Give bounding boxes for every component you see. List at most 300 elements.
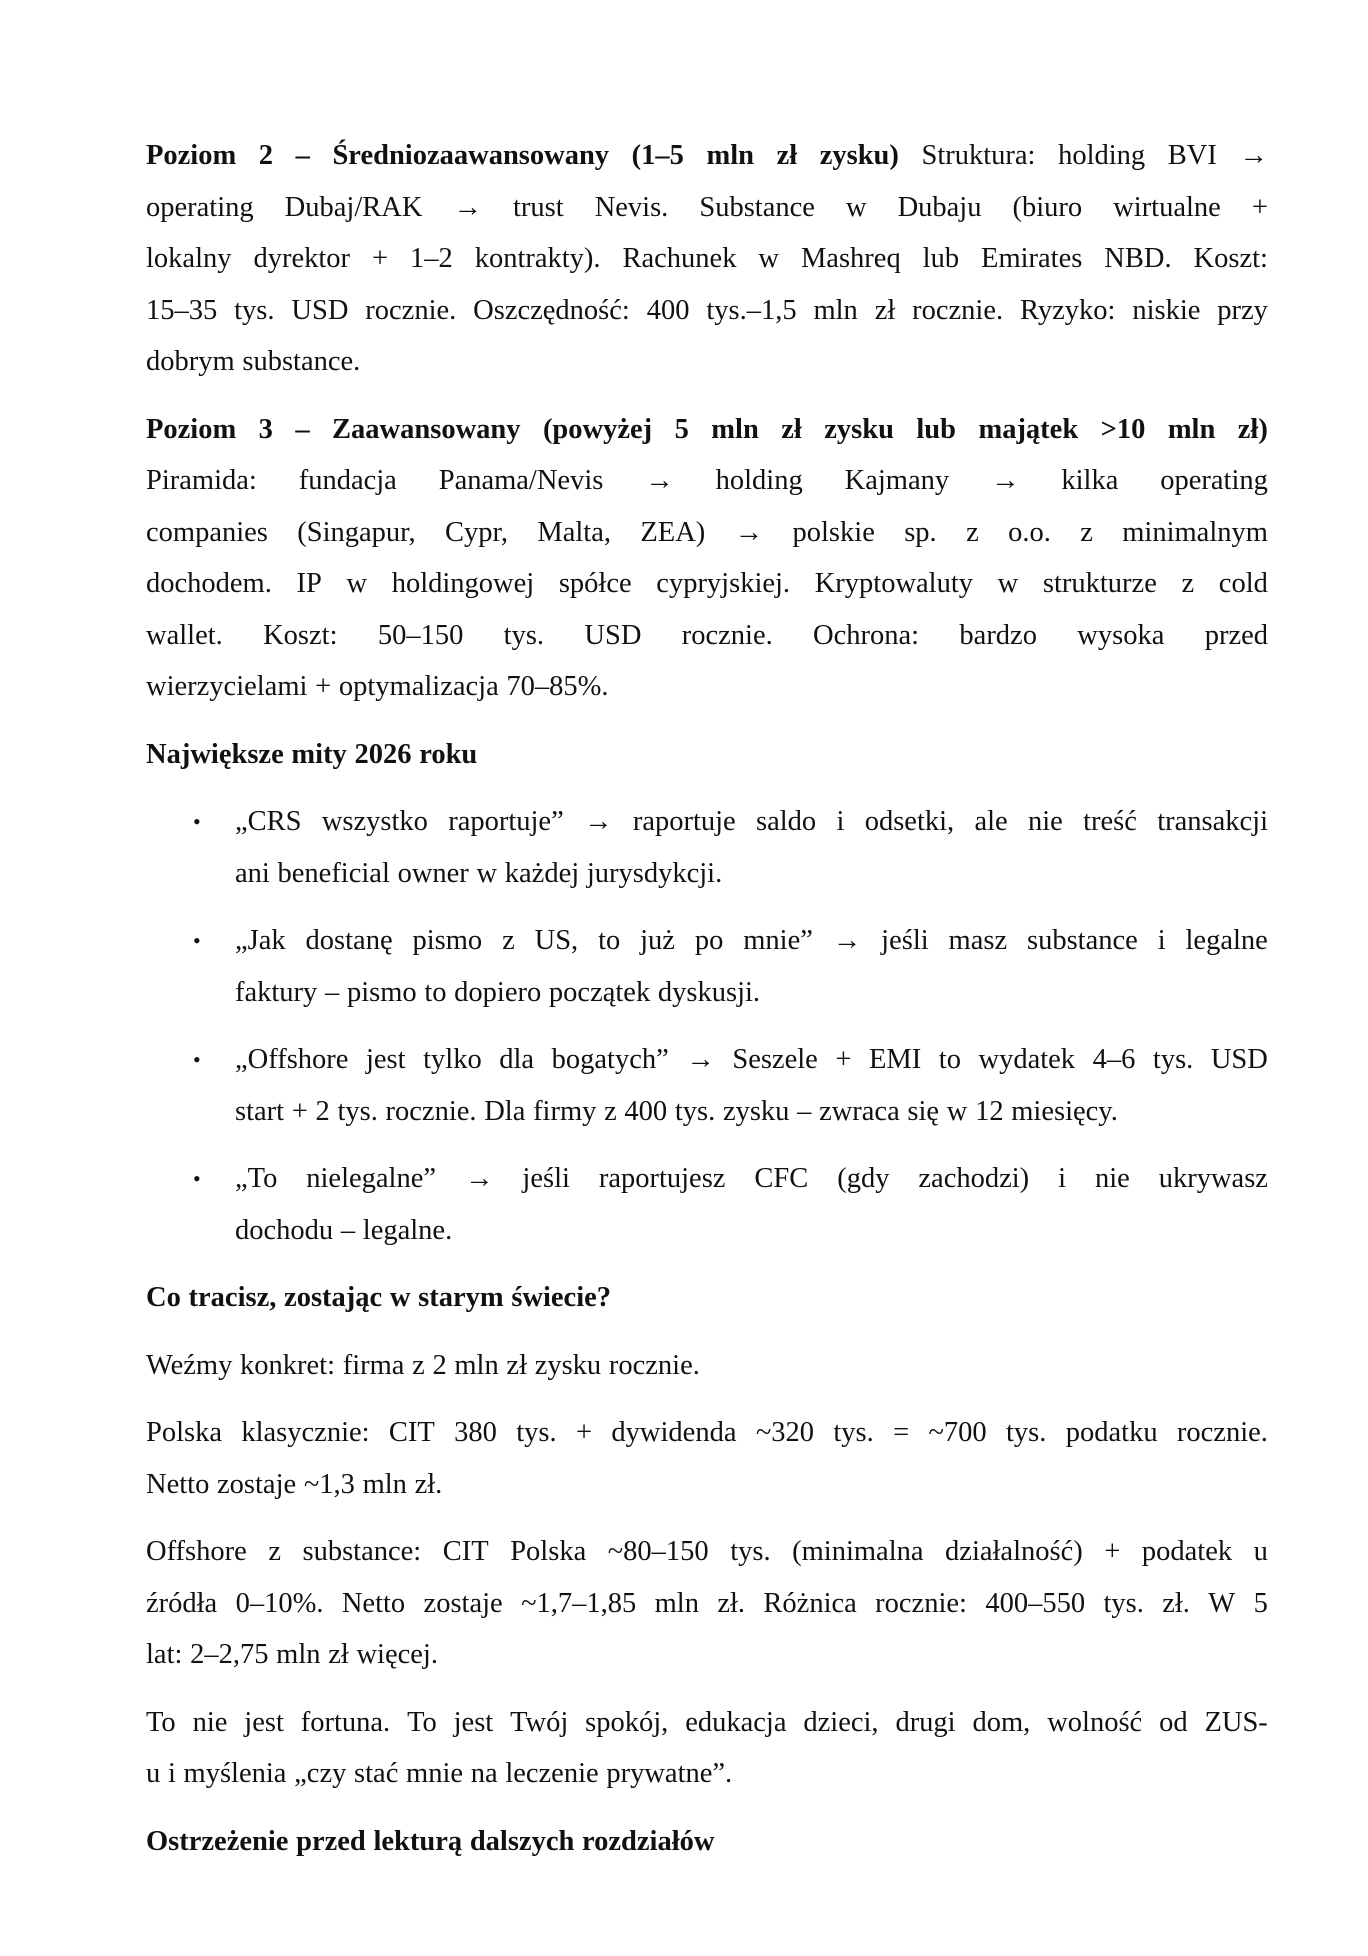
word: 15–35 bbox=[146, 294, 218, 326]
word: podatek bbox=[1141, 1536, 1233, 1567]
word: Netto bbox=[146, 1468, 210, 1500]
word: tys. bbox=[1103, 1587, 1144, 1619]
word: dalszych bbox=[469, 1825, 575, 1857]
word: początek bbox=[548, 976, 651, 1008]
word: holdingowej bbox=[391, 568, 535, 599]
word: → bbox=[990, 465, 1020, 496]
word: z bbox=[966, 516, 979, 548]
word: z bbox=[1181, 568, 1195, 599]
word: spółce bbox=[558, 568, 632, 599]
word: niskie bbox=[1132, 294, 1201, 326]
word: Koszt: bbox=[1193, 243, 1268, 274]
word: bardzo bbox=[959, 619, 1037, 651]
text-line bbox=[146, 610, 1268, 662]
word: bogatych” bbox=[551, 1044, 669, 1075]
word: spokój, bbox=[585, 1706, 669, 1738]
word: kilka bbox=[1061, 465, 1119, 496]
word: saldo bbox=[756, 806, 817, 837]
word: Mashreq bbox=[800, 243, 901, 274]
word: „CRS bbox=[235, 806, 302, 837]
word: ukrywasz bbox=[1158, 1163, 1268, 1194]
word: – bbox=[340, 1214, 356, 1246]
word: Oszczędność: bbox=[473, 294, 630, 326]
word: Cypr, bbox=[445, 516, 509, 548]
word: stać bbox=[354, 1758, 399, 1789]
word: dobrym bbox=[146, 346, 235, 377]
word: w bbox=[845, 191, 867, 223]
word: dochodu bbox=[235, 1214, 334, 1246]
word: mity bbox=[291, 738, 347, 770]
example-intro-paragraph bbox=[146, 1340, 1268, 1392]
word: jest bbox=[365, 1044, 406, 1075]
word: na bbox=[470, 1758, 498, 1789]
word: Struktura: bbox=[921, 140, 1036, 171]
word: dom, bbox=[972, 1706, 1031, 1738]
word: mln bbox=[276, 1639, 321, 1670]
text-line bbox=[146, 233, 1268, 285]
text-line bbox=[146, 1526, 1268, 1578]
word: Dubaj/RAK bbox=[284, 191, 423, 223]
word: → bbox=[734, 516, 764, 548]
word: Zaawansowany bbox=[332, 413, 521, 445]
word: przed bbox=[1204, 619, 1268, 651]
word: to bbox=[938, 1044, 961, 1075]
bullet-icon: • bbox=[193, 1166, 201, 1191]
word: mln bbox=[654, 1587, 699, 1619]
word: tys. bbox=[674, 1095, 716, 1127]
word: (1–5 bbox=[631, 140, 684, 171]
word: Kryptowaluty bbox=[814, 568, 974, 599]
word: ~1,7–1,85 bbox=[521, 1587, 637, 1619]
word: z bbox=[1080, 516, 1093, 548]
word: w bbox=[946, 1095, 968, 1127]
word: i bbox=[1157, 925, 1166, 956]
word: u bbox=[1253, 1536, 1268, 1567]
word: NBD. bbox=[1104, 243, 1172, 274]
word: dzieci, bbox=[803, 1706, 879, 1738]
word: rocznie. bbox=[385, 1095, 477, 1127]
word: IP bbox=[296, 568, 322, 599]
word: zł bbox=[874, 294, 896, 326]
word: zł. bbox=[414, 1468, 443, 1500]
word: i bbox=[836, 806, 845, 837]
word: – bbox=[325, 976, 340, 1008]
text-line bbox=[235, 1205, 1268, 1257]
word: Poziom bbox=[146, 140, 237, 171]
word: to bbox=[598, 925, 621, 956]
word: 1–2 bbox=[410, 243, 453, 274]
text-line bbox=[146, 285, 1268, 337]
word: wszystko bbox=[321, 806, 428, 837]
text-line bbox=[235, 1153, 1268, 1205]
word: Poziom bbox=[146, 413, 237, 445]
word: zł. bbox=[717, 1587, 746, 1619]
word: Weźmy bbox=[146, 1349, 233, 1381]
word: wysoka bbox=[1077, 619, 1165, 651]
word: tys. bbox=[234, 294, 275, 326]
text-line bbox=[235, 1034, 1268, 1086]
word: z bbox=[412, 1349, 425, 1381]
word: USD bbox=[584, 619, 642, 651]
word: → bbox=[645, 465, 674, 496]
text-line bbox=[146, 182, 1268, 234]
word: tys. bbox=[516, 1417, 557, 1448]
word: ~320 bbox=[755, 1417, 814, 1448]
word: Substance bbox=[699, 191, 815, 223]
word: 2 bbox=[258, 140, 274, 171]
word: ani bbox=[235, 857, 270, 889]
word: już bbox=[640, 925, 675, 956]
word: Koszt: bbox=[263, 619, 338, 651]
word: BVI bbox=[1167, 140, 1217, 171]
word: mln bbox=[362, 1468, 407, 1500]
text-line bbox=[146, 1578, 1268, 1630]
word: zł bbox=[328, 1639, 349, 1670]
word: nie bbox=[1094, 1163, 1130, 1194]
word: lub bbox=[922, 243, 960, 274]
word: 2026 bbox=[354, 738, 412, 770]
word: z bbox=[268, 1536, 281, 1567]
word: po bbox=[694, 925, 724, 956]
word: rozdziałów bbox=[582, 1825, 715, 1857]
bullet-icon: • bbox=[193, 809, 201, 834]
word: tys. bbox=[833, 1417, 874, 1448]
word: Emirates bbox=[981, 243, 1083, 274]
word: masz bbox=[948, 925, 1008, 956]
word: operating bbox=[1160, 465, 1268, 496]
word: CIT bbox=[388, 1417, 435, 1448]
word: zostając bbox=[284, 1282, 383, 1313]
word: 380 bbox=[454, 1417, 497, 1448]
word: zostaje bbox=[217, 1468, 297, 1500]
word: tys. bbox=[337, 1095, 378, 1127]
word: klasycznie: bbox=[241, 1417, 370, 1448]
word: optymalizacja bbox=[338, 671, 499, 702]
word: tylko bbox=[423, 1044, 482, 1075]
not-a-fortune-paragraph bbox=[146, 1697, 1268, 1800]
text-line bbox=[235, 967, 1268, 1019]
word: mln bbox=[711, 413, 759, 445]
word: cold bbox=[1218, 568, 1268, 599]
word: owner bbox=[397, 857, 469, 889]
word: USD bbox=[1210, 1044, 1268, 1075]
word: → bbox=[1239, 140, 1268, 171]
word: To bbox=[407, 1706, 437, 1738]
word: przy bbox=[1217, 294, 1268, 326]
word: „czy bbox=[294, 1758, 347, 1789]
word: (biuro bbox=[1012, 191, 1083, 223]
word: mnie” bbox=[743, 925, 813, 956]
word: dochodem. bbox=[146, 568, 272, 599]
word: 3 bbox=[258, 413, 273, 445]
word: ~80–150 bbox=[607, 1536, 709, 1567]
word: źródła bbox=[146, 1587, 218, 1619]
text-line bbox=[146, 507, 1268, 559]
word: myślenia bbox=[183, 1758, 287, 1789]
document-page bbox=[146, 130, 1268, 1883]
word: jeśli bbox=[881, 925, 929, 956]
word: sp. bbox=[904, 516, 937, 548]
word: lokalny bbox=[146, 243, 232, 274]
word: → bbox=[584, 806, 613, 837]
word: + bbox=[1104, 1536, 1121, 1567]
word: holding bbox=[1058, 140, 1146, 171]
word: tys.–1,5 bbox=[706, 294, 797, 326]
text-line bbox=[146, 404, 1268, 456]
word: 0–10%. bbox=[235, 1587, 324, 1619]
word: wydatek bbox=[978, 1044, 1076, 1075]
word: – bbox=[295, 413, 310, 445]
word: lub bbox=[916, 413, 957, 445]
word: podatku bbox=[1065, 1417, 1158, 1448]
word: się bbox=[907, 1095, 940, 1127]
text-line bbox=[235, 848, 1268, 900]
word: w bbox=[346, 568, 368, 599]
word: jurysdykcji. bbox=[586, 857, 723, 889]
word: w bbox=[758, 243, 780, 274]
word: nielegalne” bbox=[306, 1163, 437, 1194]
word: raportuje” bbox=[448, 806, 564, 837]
word: substance: bbox=[302, 1536, 422, 1567]
word: + bbox=[835, 1044, 852, 1075]
word: 4–6 bbox=[1092, 1044, 1136, 1075]
word: 50–150 bbox=[377, 619, 464, 651]
word: trust bbox=[512, 191, 564, 223]
word: „Offshore bbox=[235, 1044, 349, 1075]
word: kontrakty). bbox=[474, 243, 601, 274]
text-line bbox=[235, 915, 1268, 967]
word: majątek bbox=[978, 413, 1079, 445]
myth-illegal bbox=[146, 1153, 1268, 1256]
word: drugi bbox=[895, 1706, 956, 1738]
word: legalne. bbox=[362, 1214, 453, 1246]
word: Rachunek bbox=[622, 243, 737, 274]
word: 2 bbox=[315, 1095, 330, 1127]
word: z bbox=[502, 925, 515, 956]
word: leczenie bbox=[505, 1758, 599, 1789]
word: Panama/Nevis bbox=[438, 465, 604, 496]
word: >10 bbox=[1100, 413, 1146, 445]
word: 5 bbox=[674, 413, 689, 445]
bullet-icon: • bbox=[193, 1047, 201, 1072]
word: firmy bbox=[533, 1095, 597, 1127]
word: mln bbox=[813, 294, 858, 326]
word: fundacja bbox=[298, 465, 397, 496]
word: CFC bbox=[754, 1163, 809, 1194]
text-line bbox=[146, 1407, 1268, 1459]
word: → bbox=[464, 1163, 494, 1194]
myth-us-letter bbox=[146, 915, 1268, 1018]
word: EMI bbox=[868, 1044, 922, 1075]
loss-heading bbox=[146, 1272, 1268, 1324]
word: Ryzyko: bbox=[1020, 294, 1116, 326]
word: tys. bbox=[503, 619, 545, 651]
word: ZUS- bbox=[1204, 1706, 1268, 1738]
word: Średniozaawansowany bbox=[332, 140, 610, 171]
word: dyrektor bbox=[253, 243, 351, 274]
offshore-substance-paragraph bbox=[146, 1526, 1268, 1681]
word: raportujesz bbox=[598, 1163, 726, 1194]
word: Kajmany bbox=[844, 465, 950, 496]
word: rocznie. bbox=[365, 294, 457, 326]
word: zachodzi) bbox=[918, 1163, 1030, 1194]
word: → bbox=[832, 925, 862, 956]
word: zł bbox=[781, 413, 802, 445]
word: wierzycielami bbox=[146, 671, 308, 702]
word: faktury bbox=[235, 976, 318, 1008]
word: każdej bbox=[504, 857, 580, 889]
word: Ostrzeżenie bbox=[146, 1825, 289, 1857]
bullet-icon: • bbox=[193, 928, 201, 953]
word: zysku bbox=[824, 413, 894, 445]
word: tys. bbox=[730, 1536, 771, 1567]
word: Ochrona: bbox=[813, 619, 920, 651]
word: = bbox=[893, 1417, 910, 1448]
word: pismo bbox=[346, 976, 417, 1008]
word: – bbox=[295, 140, 310, 171]
word: Nevis. bbox=[594, 191, 669, 223]
word: wallet. bbox=[146, 619, 223, 651]
word: substance. bbox=[242, 346, 361, 377]
word: zł. bbox=[1162, 1587, 1190, 1619]
word: 12 bbox=[975, 1095, 1004, 1127]
myth-only-rich bbox=[146, 1034, 1268, 1137]
warning-heading bbox=[146, 1816, 1268, 1868]
word: prywatne”. bbox=[606, 1758, 733, 1789]
word: lekturą bbox=[373, 1825, 463, 1857]
word: US, bbox=[534, 925, 579, 956]
word: 400 bbox=[624, 1095, 668, 1127]
word: ale bbox=[974, 806, 1008, 837]
word: zysku bbox=[722, 1095, 790, 1127]
text-line bbox=[146, 661, 1268, 713]
word: Malta, bbox=[537, 516, 611, 548]
word: świecie? bbox=[511, 1282, 612, 1313]
text-line bbox=[146, 1459, 1268, 1511]
word: + bbox=[371, 243, 389, 274]
word: więcej. bbox=[356, 1639, 438, 1670]
word: w bbox=[389, 1282, 411, 1313]
text-line bbox=[235, 796, 1268, 848]
word: Dla bbox=[484, 1095, 526, 1127]
word: tys. bbox=[1006, 1417, 1047, 1448]
text-line bbox=[146, 1816, 1268, 1868]
poziom-2-paragraph bbox=[146, 130, 1268, 388]
word: strukturze bbox=[1042, 568, 1157, 599]
word: roku bbox=[419, 738, 478, 770]
word: fortuna. bbox=[300, 1706, 391, 1738]
word: w bbox=[997, 568, 1019, 599]
myth-crs bbox=[146, 796, 1268, 899]
word: – bbox=[797, 1095, 812, 1127]
word: Offshore bbox=[146, 1536, 247, 1567]
word: + bbox=[291, 1095, 308, 1127]
word: W bbox=[1208, 1587, 1236, 1619]
text-line bbox=[146, 1340, 1268, 1392]
text-line bbox=[146, 1748, 1268, 1800]
word: zysku bbox=[534, 1349, 602, 1381]
word: minimalnym bbox=[1122, 516, 1268, 548]
word: mln bbox=[1167, 413, 1216, 445]
word: rocznie. bbox=[1176, 1417, 1268, 1448]
word: → bbox=[453, 191, 482, 223]
word: To bbox=[146, 1706, 176, 1738]
word: Netto bbox=[341, 1587, 406, 1619]
word: → bbox=[686, 1044, 715, 1075]
word: 5 bbox=[1253, 1587, 1268, 1619]
word: (powyżej bbox=[542, 413, 653, 445]
word: nie bbox=[1027, 806, 1063, 837]
word: Polska bbox=[146, 1417, 223, 1448]
word: treść bbox=[1083, 806, 1137, 837]
word: 70–85%. bbox=[506, 671, 609, 702]
text-line bbox=[146, 130, 1268, 182]
word: starym bbox=[418, 1282, 504, 1313]
myths-heading bbox=[146, 729, 1268, 781]
text-line bbox=[146, 1697, 1268, 1749]
word: zł bbox=[506, 1349, 527, 1381]
word: działalność) bbox=[945, 1536, 1083, 1567]
poland-classic-paragraph bbox=[146, 1407, 1268, 1510]
word: tracisz, bbox=[188, 1282, 277, 1313]
word: dopiero bbox=[454, 976, 542, 1008]
word: jeśli bbox=[522, 1163, 570, 1194]
word: rocznie. bbox=[608, 1349, 700, 1381]
word: polskie bbox=[792, 516, 875, 548]
word: holding bbox=[715, 465, 803, 496]
word: zł bbox=[776, 140, 798, 171]
word: „Jak bbox=[235, 925, 286, 956]
word: firma bbox=[342, 1349, 405, 1381]
word: dostanę bbox=[305, 925, 393, 956]
word: 2–2,75 bbox=[190, 1639, 269, 1670]
word: Największe bbox=[146, 738, 284, 770]
word: zł) bbox=[1237, 413, 1268, 445]
word: pismo bbox=[412, 925, 483, 956]
word: rocznie: bbox=[875, 1587, 967, 1619]
word: zwraca bbox=[819, 1095, 900, 1127]
word: 400 bbox=[646, 294, 690, 326]
word: CIT bbox=[442, 1536, 489, 1567]
word: i bbox=[167, 1758, 176, 1789]
word: + bbox=[576, 1417, 593, 1448]
word: operating bbox=[146, 191, 254, 223]
word: lat: bbox=[146, 1639, 183, 1670]
word: Seszele bbox=[732, 1044, 818, 1075]
word: substance bbox=[1027, 925, 1138, 956]
word: ZEA) bbox=[640, 516, 706, 548]
word: + bbox=[1251, 191, 1268, 223]
text-line bbox=[235, 1086, 1268, 1138]
word: w bbox=[476, 857, 498, 889]
word: dla bbox=[499, 1044, 535, 1075]
word: legalne bbox=[1185, 925, 1268, 956]
text-line bbox=[146, 729, 1268, 781]
poziom-3-paragraph bbox=[146, 404, 1268, 713]
text-line bbox=[146, 1272, 1268, 1324]
word: 400–550 bbox=[985, 1587, 1086, 1619]
word: Dubaju bbox=[897, 191, 982, 223]
word: mln bbox=[454, 1349, 499, 1381]
word: Polska bbox=[510, 1536, 587, 1567]
word: raportuje bbox=[632, 806, 736, 837]
word: „To bbox=[235, 1163, 278, 1194]
word: cypryjskiej. bbox=[656, 568, 791, 599]
word: Piramida: bbox=[146, 465, 257, 496]
word: + bbox=[315, 671, 332, 702]
word: dyskusji. bbox=[657, 976, 761, 1008]
word: Różnica bbox=[763, 1587, 857, 1619]
